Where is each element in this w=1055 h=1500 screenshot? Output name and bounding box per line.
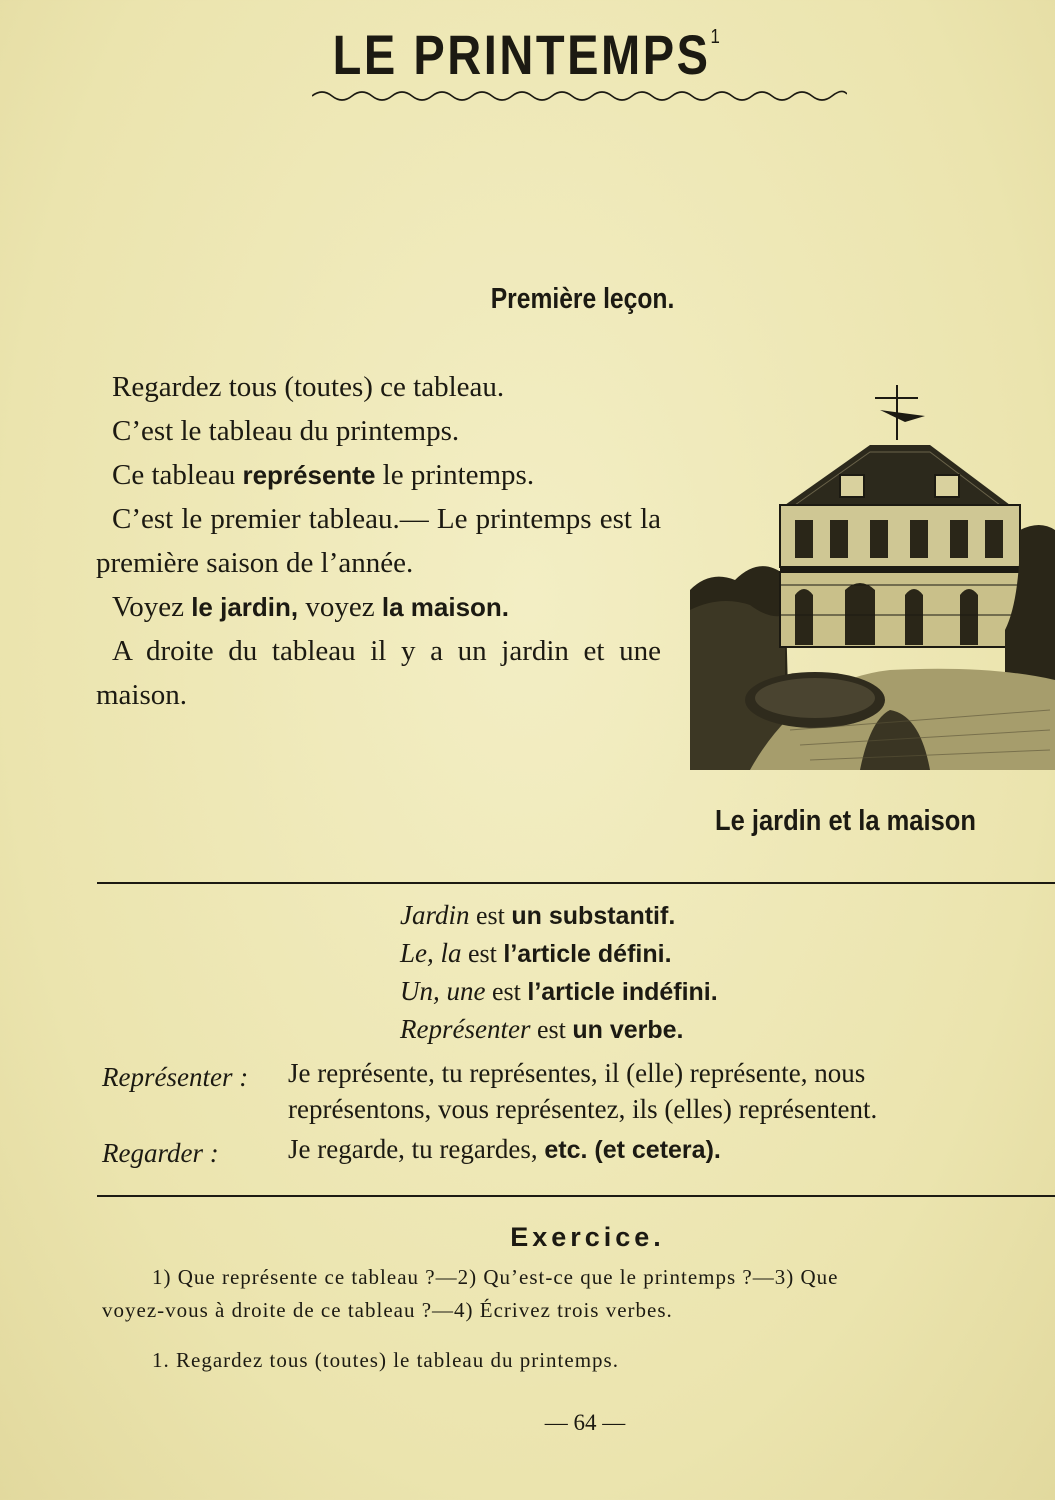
grammar-definition: l’article indéfini. [527, 978, 718, 1006]
grammar-term: Jardin [400, 900, 470, 930]
reading-line: C’est le premier tableau.— Le printemps est la première saison de l’année. [96, 503, 661, 579]
exercise-line: 1) Que représente ce tableau ?—2) Qu’est-ce que le printemps ?—3) Que [152, 1265, 839, 1289]
reading-text [96, 365, 661, 717]
title-footnote-marker: 1 [710, 26, 723, 48]
page-number: — 64 — [544, 1410, 626, 1435]
grammar-line: Représenter est un verbe. [400, 1014, 684, 1044]
image-caption: Le jardin et la maison [715, 805, 976, 837]
footnote: 1. Regardez tous (toutes) le tableau du printemps. [152, 1348, 619, 1372]
conjugation-label: Représenter : [102, 1062, 249, 1092]
grammar-line: Un, une est l’article indéfini. [400, 976, 718, 1006]
grammar-definition: l’article défini. [503, 940, 672, 968]
reading-line: Voyez le jardin, voyez la maison. [112, 591, 510, 623]
conjugation-line: représentons, vous représentez, ils (elles) représentent. [288, 1094, 878, 1124]
house-engraving [690, 380, 1055, 770]
conjugation-line: Je représente, tu représentes, il (elle) représente, nous [288, 1058, 866, 1088]
page-title-text: LE PRINTEMPS [332, 23, 711, 86]
reading-line: Regardez tous (toutes) ce tableau. [112, 371, 505, 403]
grammar-line: Le, la est l’article défini. [400, 938, 672, 968]
grammar-definition: un substantif. [511, 902, 676, 930]
grammar-term: Un, une [400, 976, 486, 1006]
page-title [84, 22, 970, 87]
reading-line: Ce tableau représente le printemps. [112, 459, 535, 491]
grammar-definition: un verbe. [572, 1016, 684, 1044]
section-divider [97, 1195, 1055, 1197]
bold-term: représente [242, 460, 376, 490]
bold-term: etc. (et cetera). [544, 1136, 721, 1164]
grammar-term: Le, la [400, 938, 462, 968]
bold-term: la maison. [381, 592, 510, 622]
reading-line: A droite du tableau il y a un jardin et une maison. [96, 635, 661, 711]
section-divider [97, 882, 1055, 884]
reading-line: C’est le tableau du printemps. [112, 415, 460, 447]
title-wavy-rule [312, 84, 847, 104]
lesson-heading: Première leçon. [490, 283, 675, 315]
exercise-line: voyez-vous à droite de ce tableau ?—4) Écrivez trois verbes. [102, 1298, 673, 1322]
grammar-term: Représenter [400, 1014, 531, 1044]
exercise-heading: Exercice. [510, 1222, 665, 1252]
grammar-line: Jardin est un substantif. [400, 900, 676, 930]
conjugation-label: Regarder : [102, 1138, 219, 1168]
conjugation-line: Je regarde, tu regardes, etc. (et cetera). [288, 1134, 721, 1164]
bold-term: le jardin, [191, 592, 299, 622]
